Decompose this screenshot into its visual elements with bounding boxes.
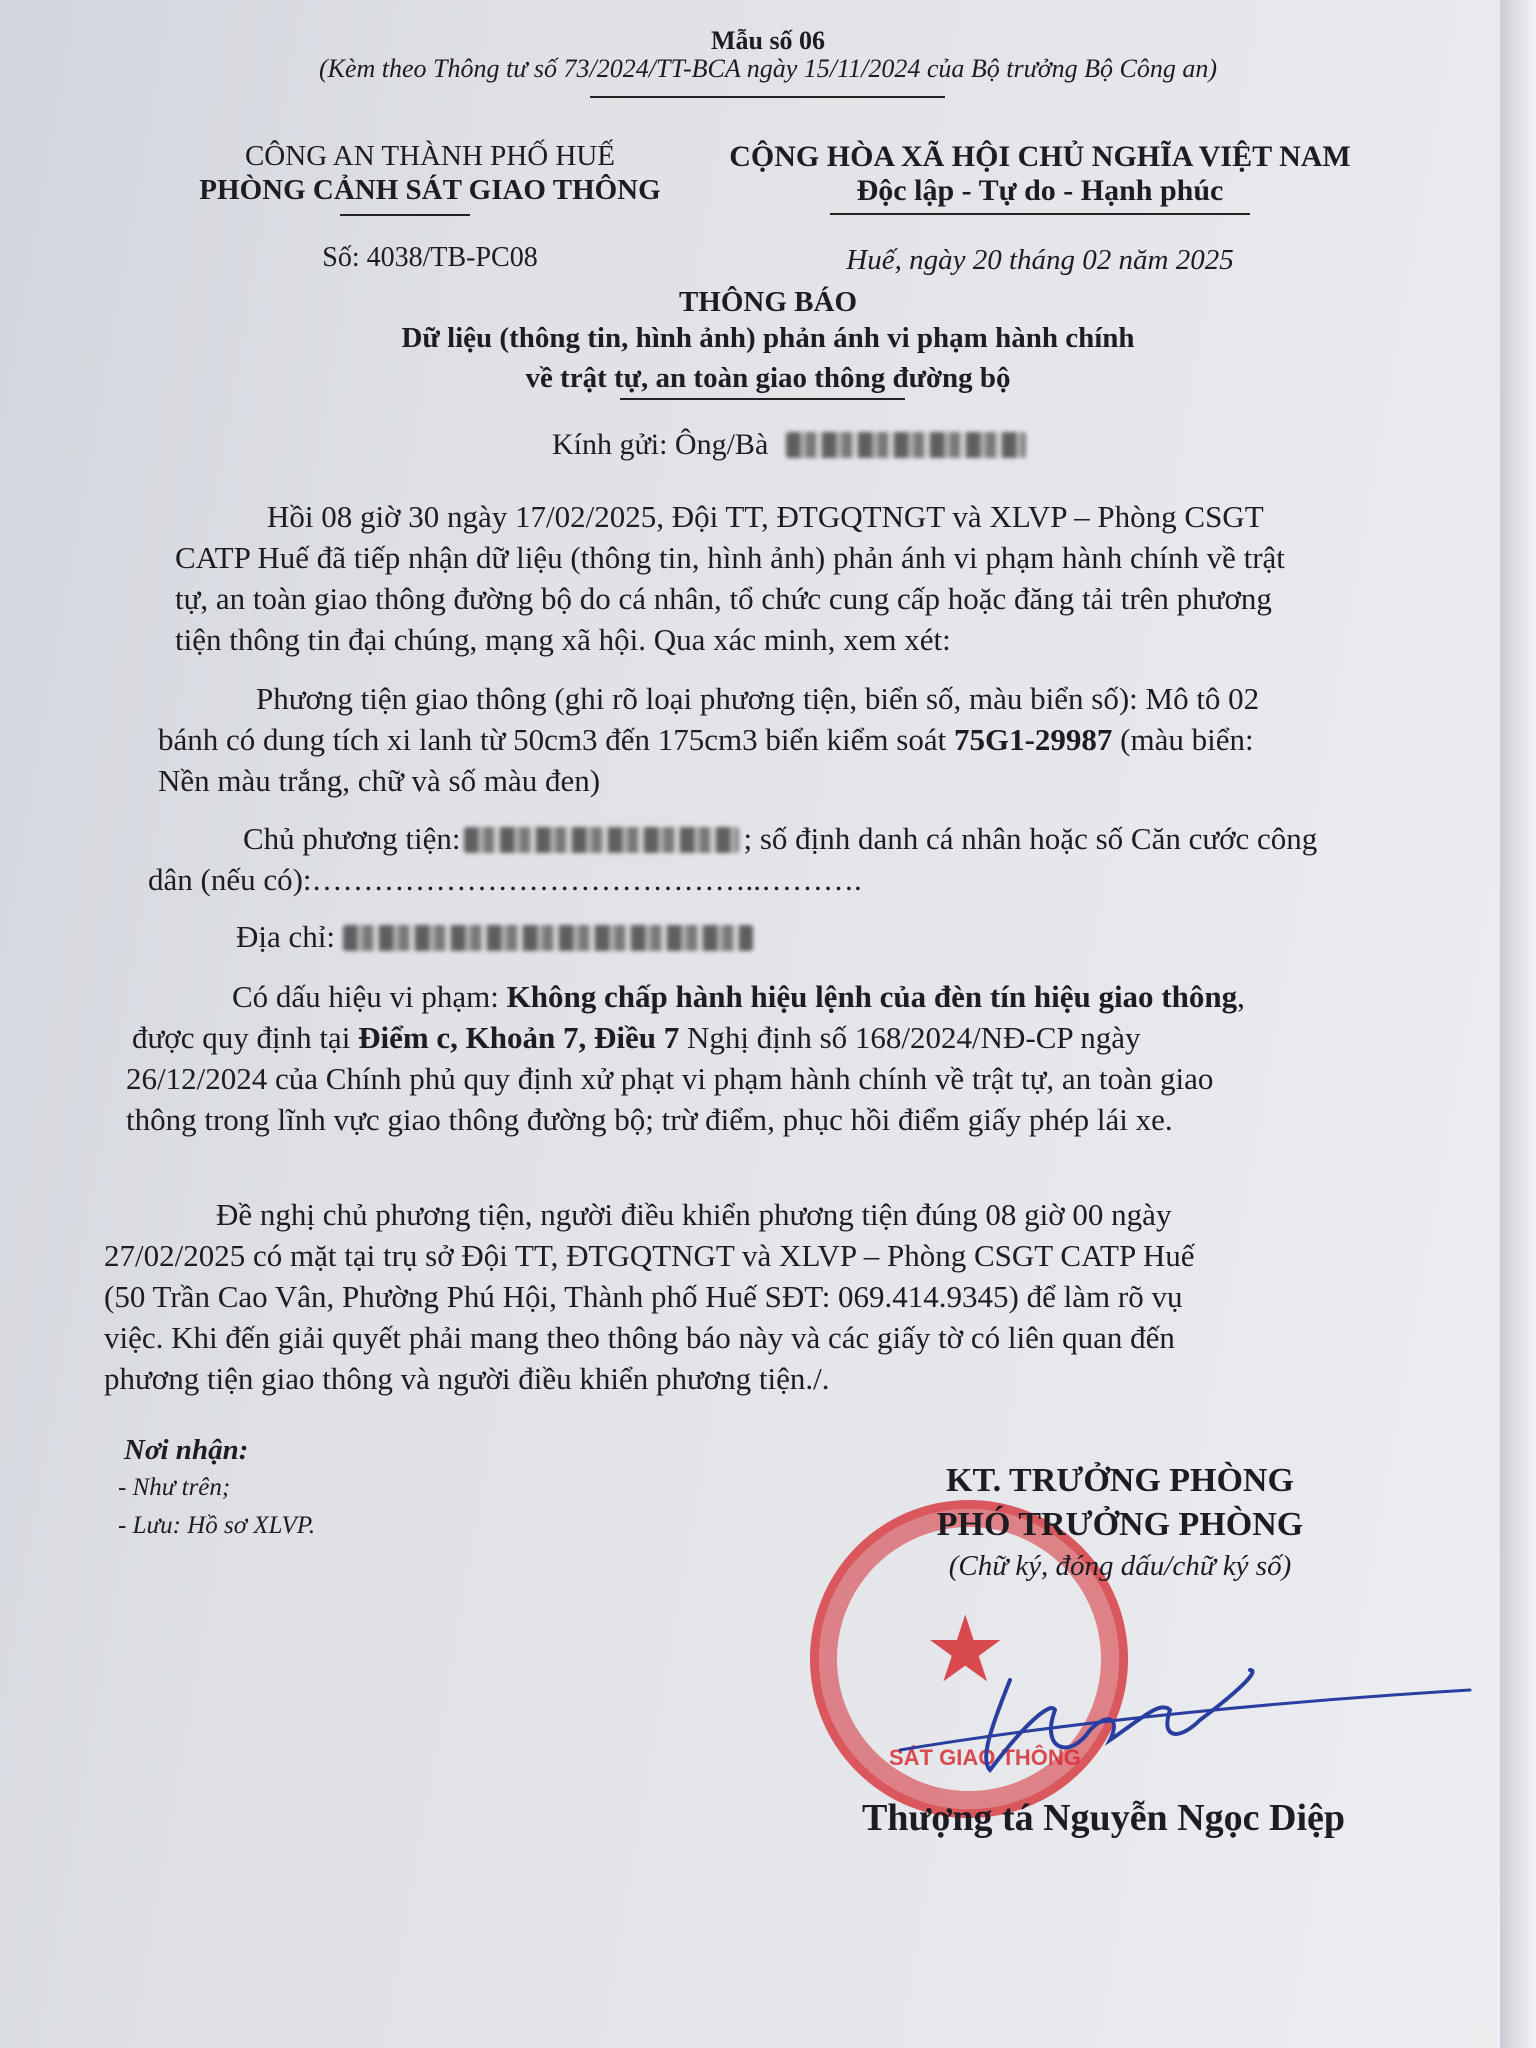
recipients-title: Nơi nhận:	[124, 1434, 249, 1466]
place-date: Huế, ngày 20 tháng 02 năm 2025	[846, 244, 1234, 276]
address-label: Địa chỉ:	[236, 919, 335, 954]
issuer-parent: CÔNG AN THÀNH PHỐ HUẾ	[244, 140, 616, 172]
paragraph-vehicle	[158, 678, 1378, 801]
handwritten-signature	[880, 1610, 1480, 1810]
paragraph-intro-line: tiện thông tin đại chúng, mạng xã hội. Qua xác minh, xem xét:	[175, 622, 951, 657]
form-attachment-note: (Kèm theo Thông tư số 73/2024/TT-BCA ngày 15/11/2024 của Bộ trưởng Bộ Công an)	[318, 54, 1218, 83]
signature-title-2: PHÓ TRƯỞNG PHÒNG	[936, 1506, 1304, 1543]
signer-name: Thượng tá Nguyễn Ngọc Diệp	[862, 1797, 1345, 1839]
violation-text: được quy định tại	[132, 1020, 359, 1055]
recipient-item: - Lưu: Hồ sơ XLVP.	[118, 1512, 316, 1539]
vehicle-text: bánh có dung tích xi lanh từ 50cm3 đến 175cm3 biển kiểm soát	[158, 722, 954, 757]
paragraph-request	[104, 1194, 1394, 1399]
paragraph-address	[236, 916, 1376, 957]
request-line: (50 Trần Cao Vân, Phường Phú Hội, Thành phố Huế SĐT: 069.414.9345) để làm rõ vụ	[104, 1279, 1183, 1314]
notice-subtitle-1: Dữ liệu (thông tin, hình ảnh) phản ánh vi phạm hành chính	[401, 322, 1135, 354]
document-number: Số: 4038/TB-PC08	[322, 242, 538, 273]
national-motto: Độc lập - Tự do - Hạnh phúc	[856, 174, 1224, 207]
stamp-text: SÁT GIAO THÔNG	[889, 1745, 1081, 1770]
redacted-owner-name	[464, 827, 739, 853]
violation-line	[126, 1017, 1388, 1058]
signature-title-1: KT. TRƯỞNG PHÒNG	[946, 1462, 1294, 1499]
issuer-office: PHÒNG CẢNH SÁT GIAO THÔNG	[199, 174, 661, 206]
motto-rule	[830, 213, 1250, 215]
vehicle-line: Nền màu trắng, chữ và số màu đen)	[158, 763, 601, 798]
greeting	[552, 428, 1026, 462]
violation-description: Không chấp hành hiệu lệnh của đèn tín hiệu giao thông	[506, 979, 1238, 1014]
owner-text: ; số định danh cá nhân hoặc số Căn cước công	[743, 821, 1318, 856]
issuer-rule	[340, 214, 470, 216]
violation-text: Nghị định số 168/2024/NĐ-CP ngày	[679, 1020, 1141, 1055]
vehicle-line: Phương tiện giao thông (ghi rõ loại phương tiện, biển số, màu biển số): Mô tô 02	[256, 681, 1260, 716]
notice-title: THÔNG BÁO	[678, 286, 858, 318]
star-icon: ★	[924, 1599, 1007, 1701]
violation-text: ,	[1237, 979, 1245, 1014]
owner-label: Chủ phương tiện:	[243, 821, 461, 856]
greeting-label: Kính gửi: Ông/Bà	[552, 428, 769, 461]
violation-line	[126, 976, 1388, 1017]
paragraph-intro-line: tự, an toàn giao thông đường bộ do cá nhân, tổ chức cung cấp hoặc đăng tải trên phương	[175, 581, 1272, 616]
notice-subtitle-2: về trật tự, an toàn giao thông đường bộ	[525, 362, 1011, 394]
paragraph-intro	[175, 496, 1375, 660]
recipient-item: - Như trên;	[118, 1474, 231, 1501]
signature-note: (Chữ ký, đóng dấu/chữ ký số)	[948, 1550, 1292, 1582]
request-line: việc. Khi đến giải quyết phải mang theo thông báo này và các giấy tờ có liên quan đến	[104, 1320, 1175, 1355]
violation-line: thông trong lĩnh vực giao thông đường bộ; trừ điểm, phục hồi điểm giấy phép lái xe.	[126, 1102, 1173, 1137]
owner-line	[148, 818, 1378, 859]
redacted-address	[343, 925, 753, 951]
paragraph-owner	[148, 818, 1378, 900]
request-line: Đề nghị chủ phương tiện, người điều khiển phương tiện đúng 08 giờ 00 ngày	[216, 1197, 1172, 1232]
violation-label: Có dấu hiệu vi phạm:	[232, 979, 507, 1014]
owner-line: dân (nếu có):……………………………………..……….	[148, 862, 862, 897]
header-rule	[590, 96, 945, 98]
request-line: phương tiện giao thông và người điều khiển phương tiện./.	[104, 1361, 830, 1396]
address-line	[236, 916, 1376, 957]
paragraph-intro-line: Hồi 08 giờ 30 ngày 17/02/2025, Đội TT, ĐTGQTNGT và XLVP – Phòng CSGT	[267, 499, 1264, 534]
paragraph-violation	[126, 976, 1388, 1140]
paragraph-intro-line: CATP Huế đã tiếp nhận dữ liệu (thông tin, hình ảnh) phản ánh vi phạm hành chính về trật	[175, 540, 1285, 575]
request-line: 27/02/2025 có mặt tại trụ sở Đội TT, ĐTGQTNGT và XLVP – Phòng CSGT CATP Huế	[104, 1238, 1195, 1273]
vehicle-line	[158, 719, 1378, 760]
form-number: Mẫu số 06	[710, 26, 826, 55]
redacted-recipient-name	[786, 432, 1026, 458]
vehicle-text: (màu biển:	[1112, 722, 1254, 757]
national-title: CỘNG HÒA XÃ HỘI CHỦ NGHĨA VIỆT NAM	[729, 140, 1351, 173]
violation-line: 26/12/2024 của Chính phủ quy định xử phạt vi phạm hành chính về trật tự, an toàn giao	[126, 1061, 1214, 1096]
subtitle-rule	[620, 398, 905, 400]
license-plate: 75G1-29987	[953, 722, 1113, 757]
violation-article: Điểm c, Khoản 7, Điều 7	[358, 1020, 680, 1055]
